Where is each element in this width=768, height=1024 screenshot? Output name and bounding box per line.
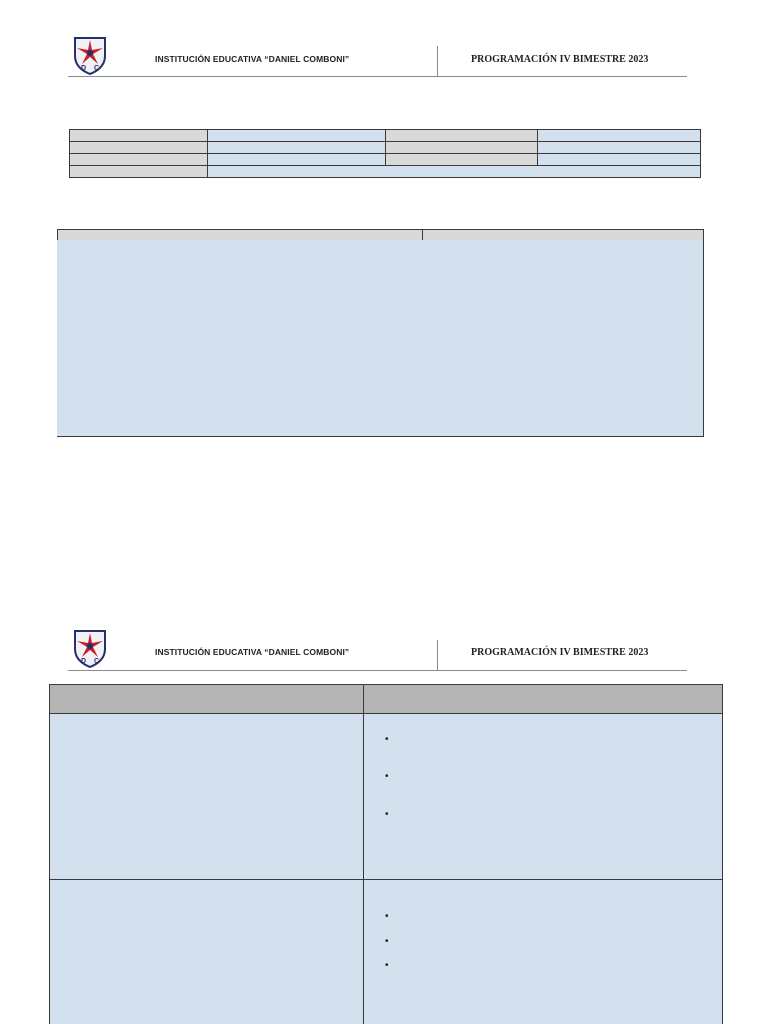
info-label-cell [386,154,538,166]
bullet-point: • [385,960,389,971]
header-separator [437,640,438,670]
page2-header [0,620,768,672]
info-value-cell[interactable] [208,154,386,166]
bullet-point: • [385,771,389,782]
school-logo-icon [69,34,111,76]
institution-name: INSTITUCIÓN EDUCATIVA “DANIEL COMBONI” [155,54,350,64]
institution-name: INSTITUCIÓN EDUCATIVA “DANIEL COMBONI” [155,647,350,657]
info-value-cell-wide[interactable] [208,166,701,178]
info-label-cell [386,130,538,142]
header-rule [68,76,687,77]
info-label-cell [70,142,208,154]
svg-text:D: D [81,65,87,72]
planning-table [49,684,723,1024]
page1-header [0,0,768,80]
planning-row-2-left[interactable] [49,879,364,1024]
info-value-cell[interactable] [538,154,701,166]
bullet-point: • [385,911,389,922]
planning-row-2-right[interactable] [363,879,723,1024]
info-label-cell [386,142,538,154]
school-logo-icon [69,627,111,669]
svg-text:D: D [81,658,87,665]
info-value-cell[interactable] [538,130,701,142]
program-title: PROGRAMACIÓN IV BIMESTRE 2023 [471,647,649,658]
svg-text:C: C [94,65,100,72]
info-value-cell[interactable] [208,142,386,154]
info-label-cell [70,166,208,178]
bullet-point: • [385,936,389,947]
svg-text:C: C [94,658,100,665]
planning-header-left [49,684,364,714]
bullet-point: • [385,809,389,820]
bullet-point: • [385,734,389,745]
planning-header-right [363,684,723,714]
info-value-cell[interactable] [208,130,386,142]
info-value-cell[interactable] [538,142,701,154]
info-label-cell [70,154,208,166]
general-info-table [69,129,701,178]
program-title: PROGRAMACIÓN IV BIMESTRE 2023 [471,54,649,65]
header-separator [437,46,438,76]
planning-row-1-right[interactable] [363,713,723,880]
planning-row-1-left[interactable] [49,713,364,880]
description-section [57,229,704,437]
info-label-cell [70,130,208,142]
header-rule [68,670,687,671]
description-body[interactable] [57,240,704,437]
